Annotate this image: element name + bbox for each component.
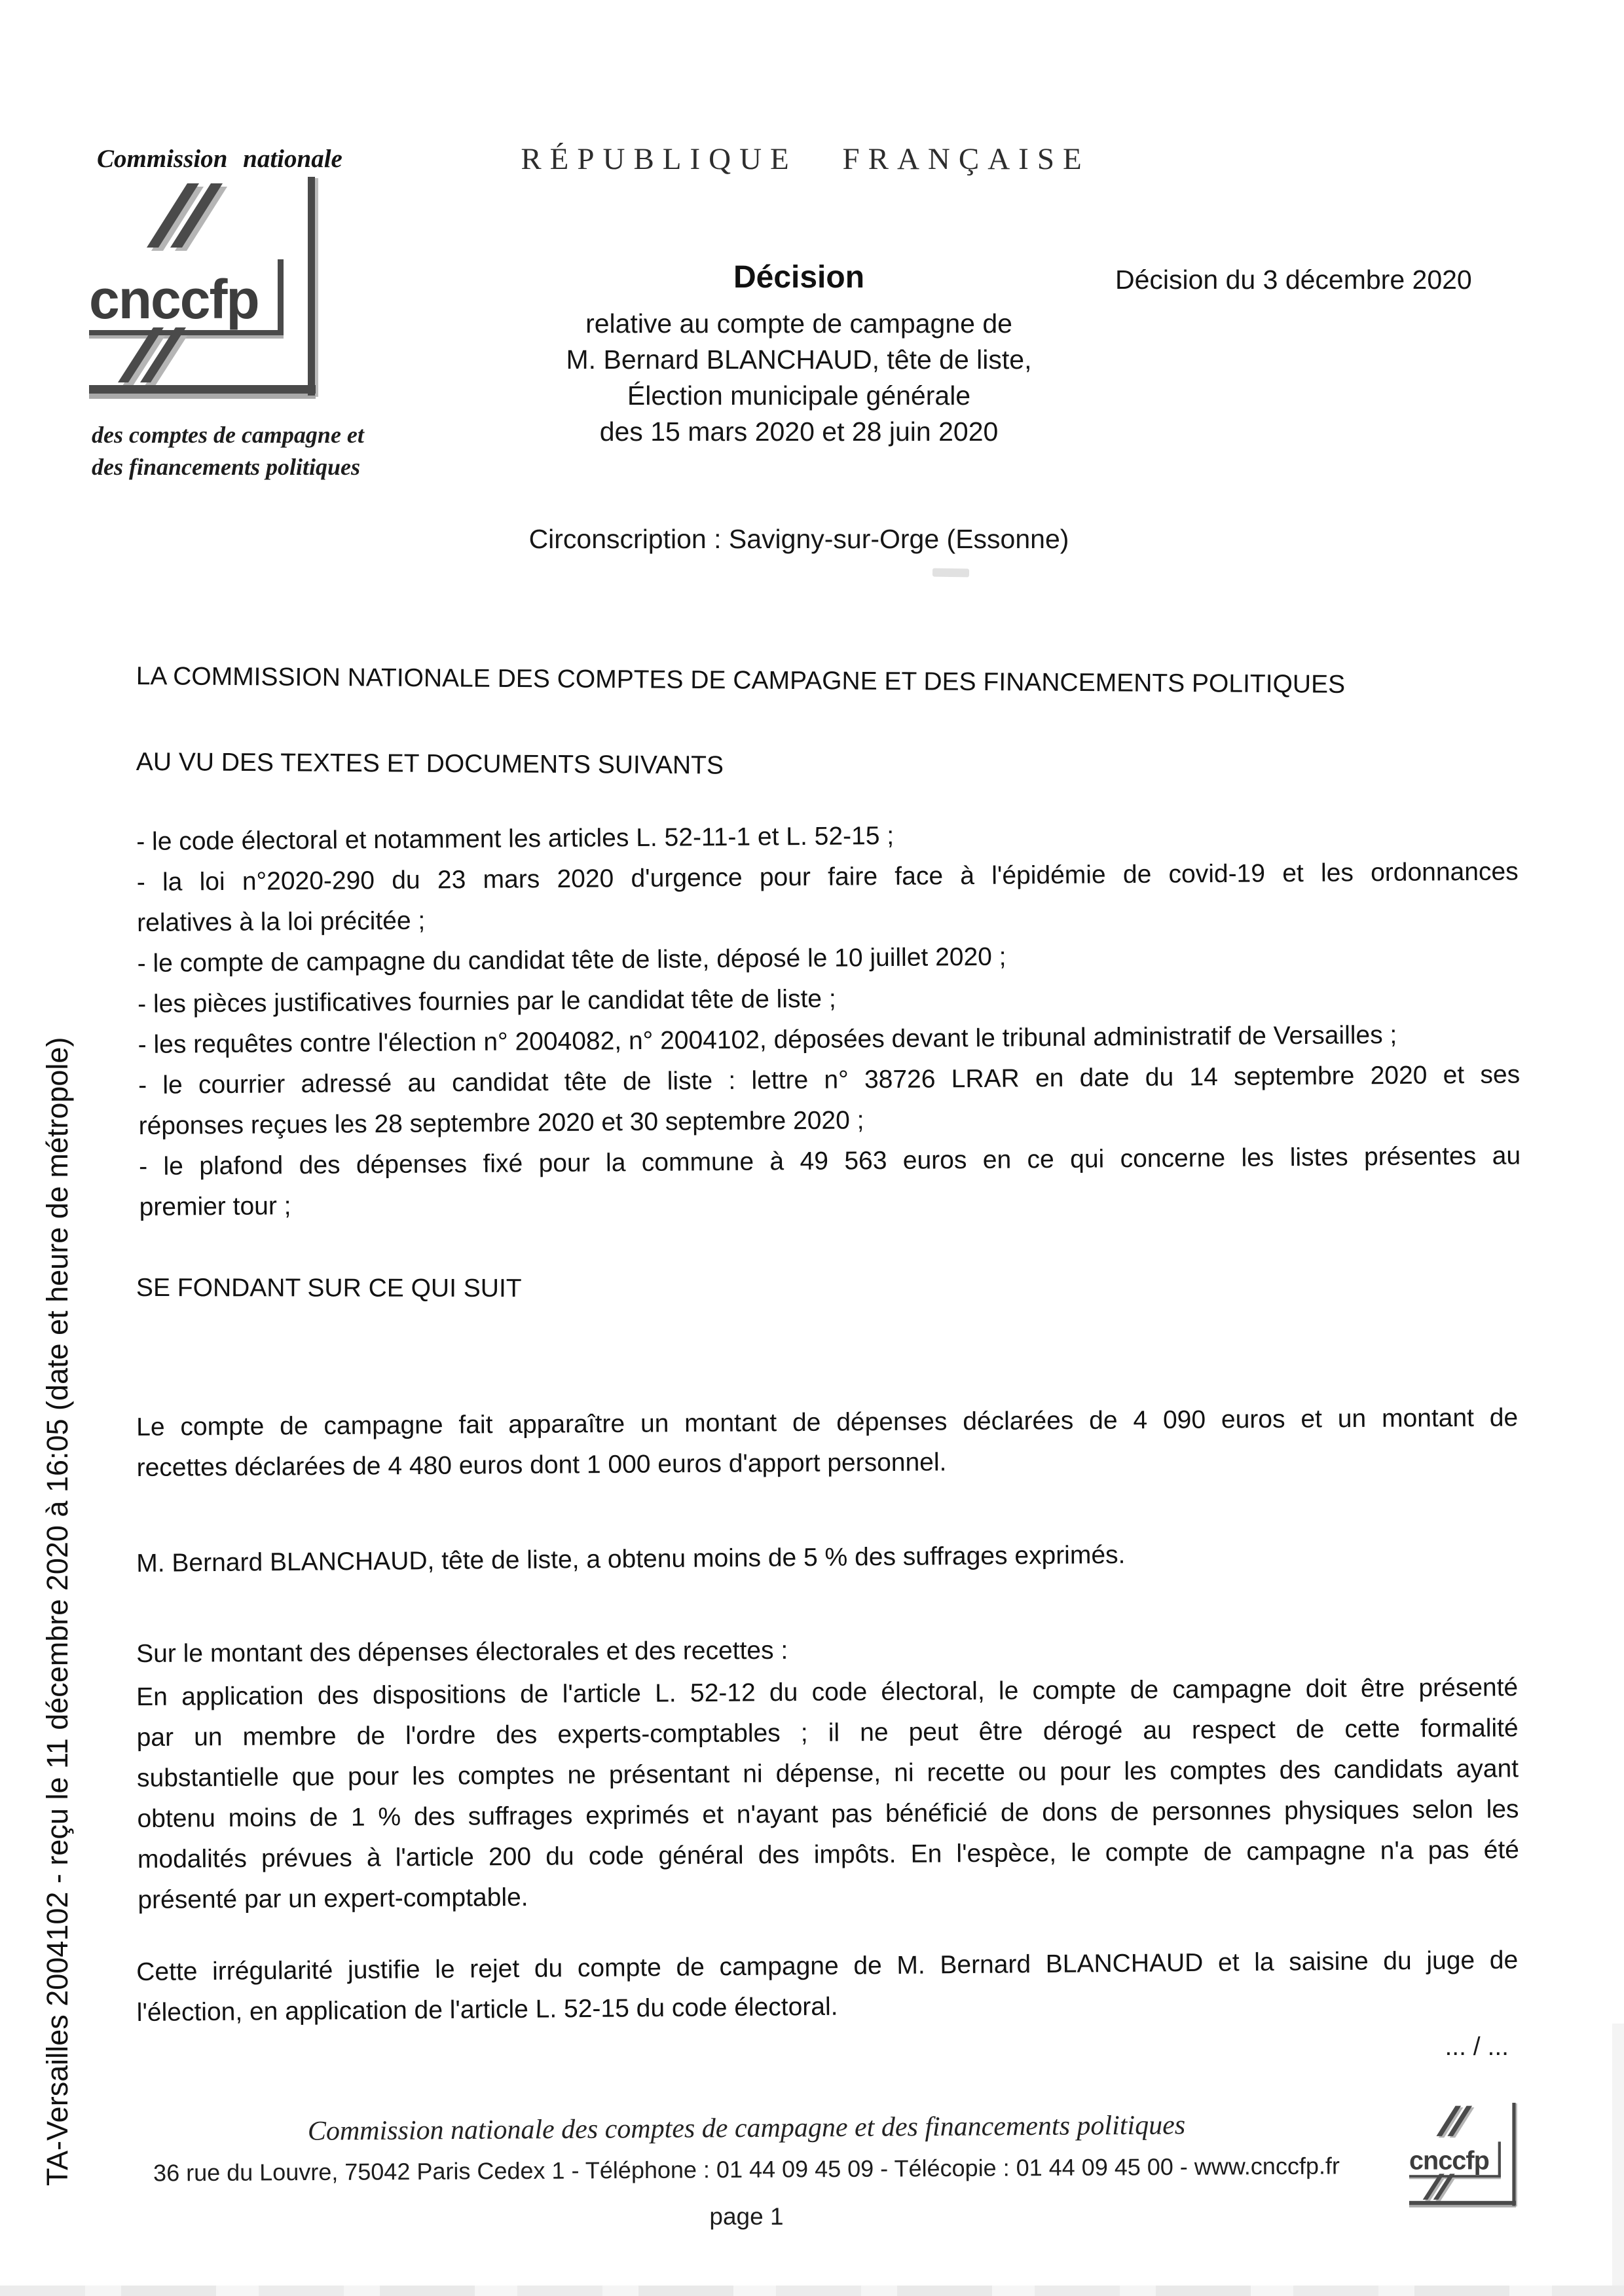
footer-address-line: 36 rue du Louvre, 75042 Paris Cedex 1 - Téléphone : 01 44 09 45 09 - Télécopie : 01 44 09 45 00 - www.cnccfp.fr (153, 2152, 1340, 2187)
decision-subtitle-line: M. Bernard BLANCHAUD, tête de liste, (566, 344, 1032, 375)
logo-wordmark: cnccfp (89, 268, 259, 330)
body-heading-commission: LA COMMISSION NATIONALE DES COMPTES DE CAMPAGNE ET DES FINANCEMENTS POLITIQUES (136, 661, 1346, 699)
body-heading-au-vu: AU VU DES TEXTES ET DOCUMENTS SUIVANTS (136, 747, 724, 780)
cnccfp-logo (84, 176, 320, 403)
paragraph-line: obtenu moins de 1 % des suffrages exprimés et n'ayant pas bénéficié de dons de personnes physiques selon les (137, 1795, 1519, 1833)
logo-bottom-bar (89, 385, 316, 394)
vu-items-list (136, 811, 1521, 1228)
body-heading-se-fondant: SE FONDANT SUR CE QUI SUIT (136, 1274, 522, 1303)
paragraph-suffrages: M. Bernard BLANCHAUD, tête de liste, a obtenu moins de 5 % des suffrages exprimés. (136, 1540, 1126, 1578)
scan-edge-strip (1612, 2024, 1624, 2296)
decision-header-block (432, 259, 1166, 450)
vu-item-line: - le compte de campagne du candidat tête de liste, déposé le 10 juillet 2020 ; (137, 942, 1006, 978)
footer-org-line: Commission nationale des comptes de campagne et des financements politiques (307, 2110, 1186, 2147)
logo-right-bar-echo (1516, 2103, 1517, 2206)
decision-body (136, 656, 1521, 2067)
paragraph-line: modalités prévues à l'article 200 du code général des impôts. En l'espèce, le compte de campagne n'a pas été (137, 1836, 1520, 1874)
logo-text-frame-stub (278, 259, 284, 333)
logo-bottom-bar-echo (89, 394, 316, 399)
vu-item-line: réponses reçues les 28 septembre 2020 et 30 septembre 2020 ; (138, 1106, 864, 1140)
logo-mid-line (89, 330, 284, 335)
decision-subtitle-line: relative au compte de campagne de (585, 308, 1012, 339)
logo-wordmark: cnccfp (1409, 2146, 1489, 2176)
vu-item-line: - le courrier adressé au candidat tête de liste : lettre n° 38726 LRAR en date du 14 septembre 2020 et ses (138, 1060, 1521, 1100)
decision-date: Décision du 3 décembre 2020 (1115, 265, 1472, 295)
scan-smudge-artifact (932, 568, 969, 578)
org-caption-line2: des financements politiques (92, 454, 361, 480)
republique-francaise-title: RÉPUBLIQUE FRANÇAISE (521, 142, 1090, 176)
cnccfp-footer-logo (1407, 2102, 1518, 2210)
tribunal-receipt-note: TA-Versailles 2004102 - reçu le 11 décembre 2020 à 16:05 (date et heure de métropole) (41, 1037, 74, 2186)
vu-item-line: relatives à la loi précitée ; (137, 906, 426, 937)
logo-right-bar (308, 177, 315, 396)
continuation-mark: ... / ... (1445, 2033, 1509, 2061)
vu-item-line: - la loi n°2020-290 du 23 mars 2020 d'urgence pour faire face à l'épidémie de covid-19 et les ordonnances (136, 857, 1519, 897)
paragraph-montants (136, 1398, 1519, 1489)
logo-bottom-bar-echo (1409, 2205, 1516, 2208)
paragraph-article-l52-12 (136, 1667, 1520, 1921)
logo-right-bar-echo (315, 178, 318, 397)
vu-item-line: - le plafond des dépenses fixé pour la commune à 49 563 euros en ce qui concerne les listes présentes au (138, 1141, 1521, 1181)
paragraph-line: Le compte de campagne fait apparaître un montant de dépenses déclarées de 4 090 euros et un montant de (136, 1403, 1519, 1441)
circonscription-line: Circonscription : Savigny-sur-Orge (Essonne) (528, 524, 1069, 554)
paragraph-line: présenté par un expert-comptable. (138, 1883, 528, 1914)
paragraph-line: En application des dispositions de l'article L. 52-12 du code électoral, le compte de campagne doit être présenté (136, 1673, 1519, 1711)
vu-item-line: - les pièces justificatives fournies par le candidat tête de liste ; (138, 984, 836, 1018)
paragraph-rejet (136, 1940, 1519, 2033)
vu-item-line: premier tour ; (139, 1192, 291, 1221)
org-caption (92, 419, 364, 483)
paragraph-line: par un membre de l'ordre des experts-comptables ; il ne peut être dérogé au respect de cette formalité (136, 1714, 1519, 1752)
decision-subtitle-line: Élection municipale générale (627, 380, 971, 411)
paragraph-sur-le-montant: Sur le montant des dépenses électorales et des recettes : (136, 1636, 788, 1668)
vu-item-line: - le code électoral et notamment les articles L. 52-11-1 et L. 52-15 ; (136, 821, 895, 856)
paragraph-line: l'élection, en application de l'article L. 52-15 du code électoral. (136, 1992, 838, 2027)
decision-subtitle (432, 306, 1166, 450)
decision-subtitle-line: des 15 mars 2020 et 28 juin 2020 (599, 417, 999, 447)
decision-title: Décision (733, 260, 865, 295)
org-caption-line1: des comptes de campagne et (92, 422, 364, 448)
footer-page-number: page 1 (709, 2203, 784, 2230)
logo-mid-line (1409, 2175, 1501, 2177)
logo-right-bar (1512, 2103, 1515, 2206)
vu-item-line: - les requêtes contre l'élection n° 2004082, n° 2004102, déposées devant le tribunal administratif de Versailles ; (138, 1020, 1397, 1059)
logo-text-frame-stub (1498, 2141, 1501, 2176)
scan-artifact-band (0, 2286, 1624, 2296)
paragraph-line: recettes déclarées de 4 480 euros dont 1 000 euros d'apport personnel. (136, 1448, 947, 1482)
paragraph-line: Cette irrégularité justifie le rejet du compte de campagne de M. Bernard BLANCHAUD et la saisine du juge de (136, 1946, 1519, 1986)
logo-bottom-bar (1409, 2201, 1516, 2205)
paragraph-line: substantielle que pour les comptes ne présentant ni dépense, ni recette ou pour les comptes des candidats ayant (136, 1754, 1519, 1792)
org-name-top: Commission nationale (97, 145, 342, 173)
